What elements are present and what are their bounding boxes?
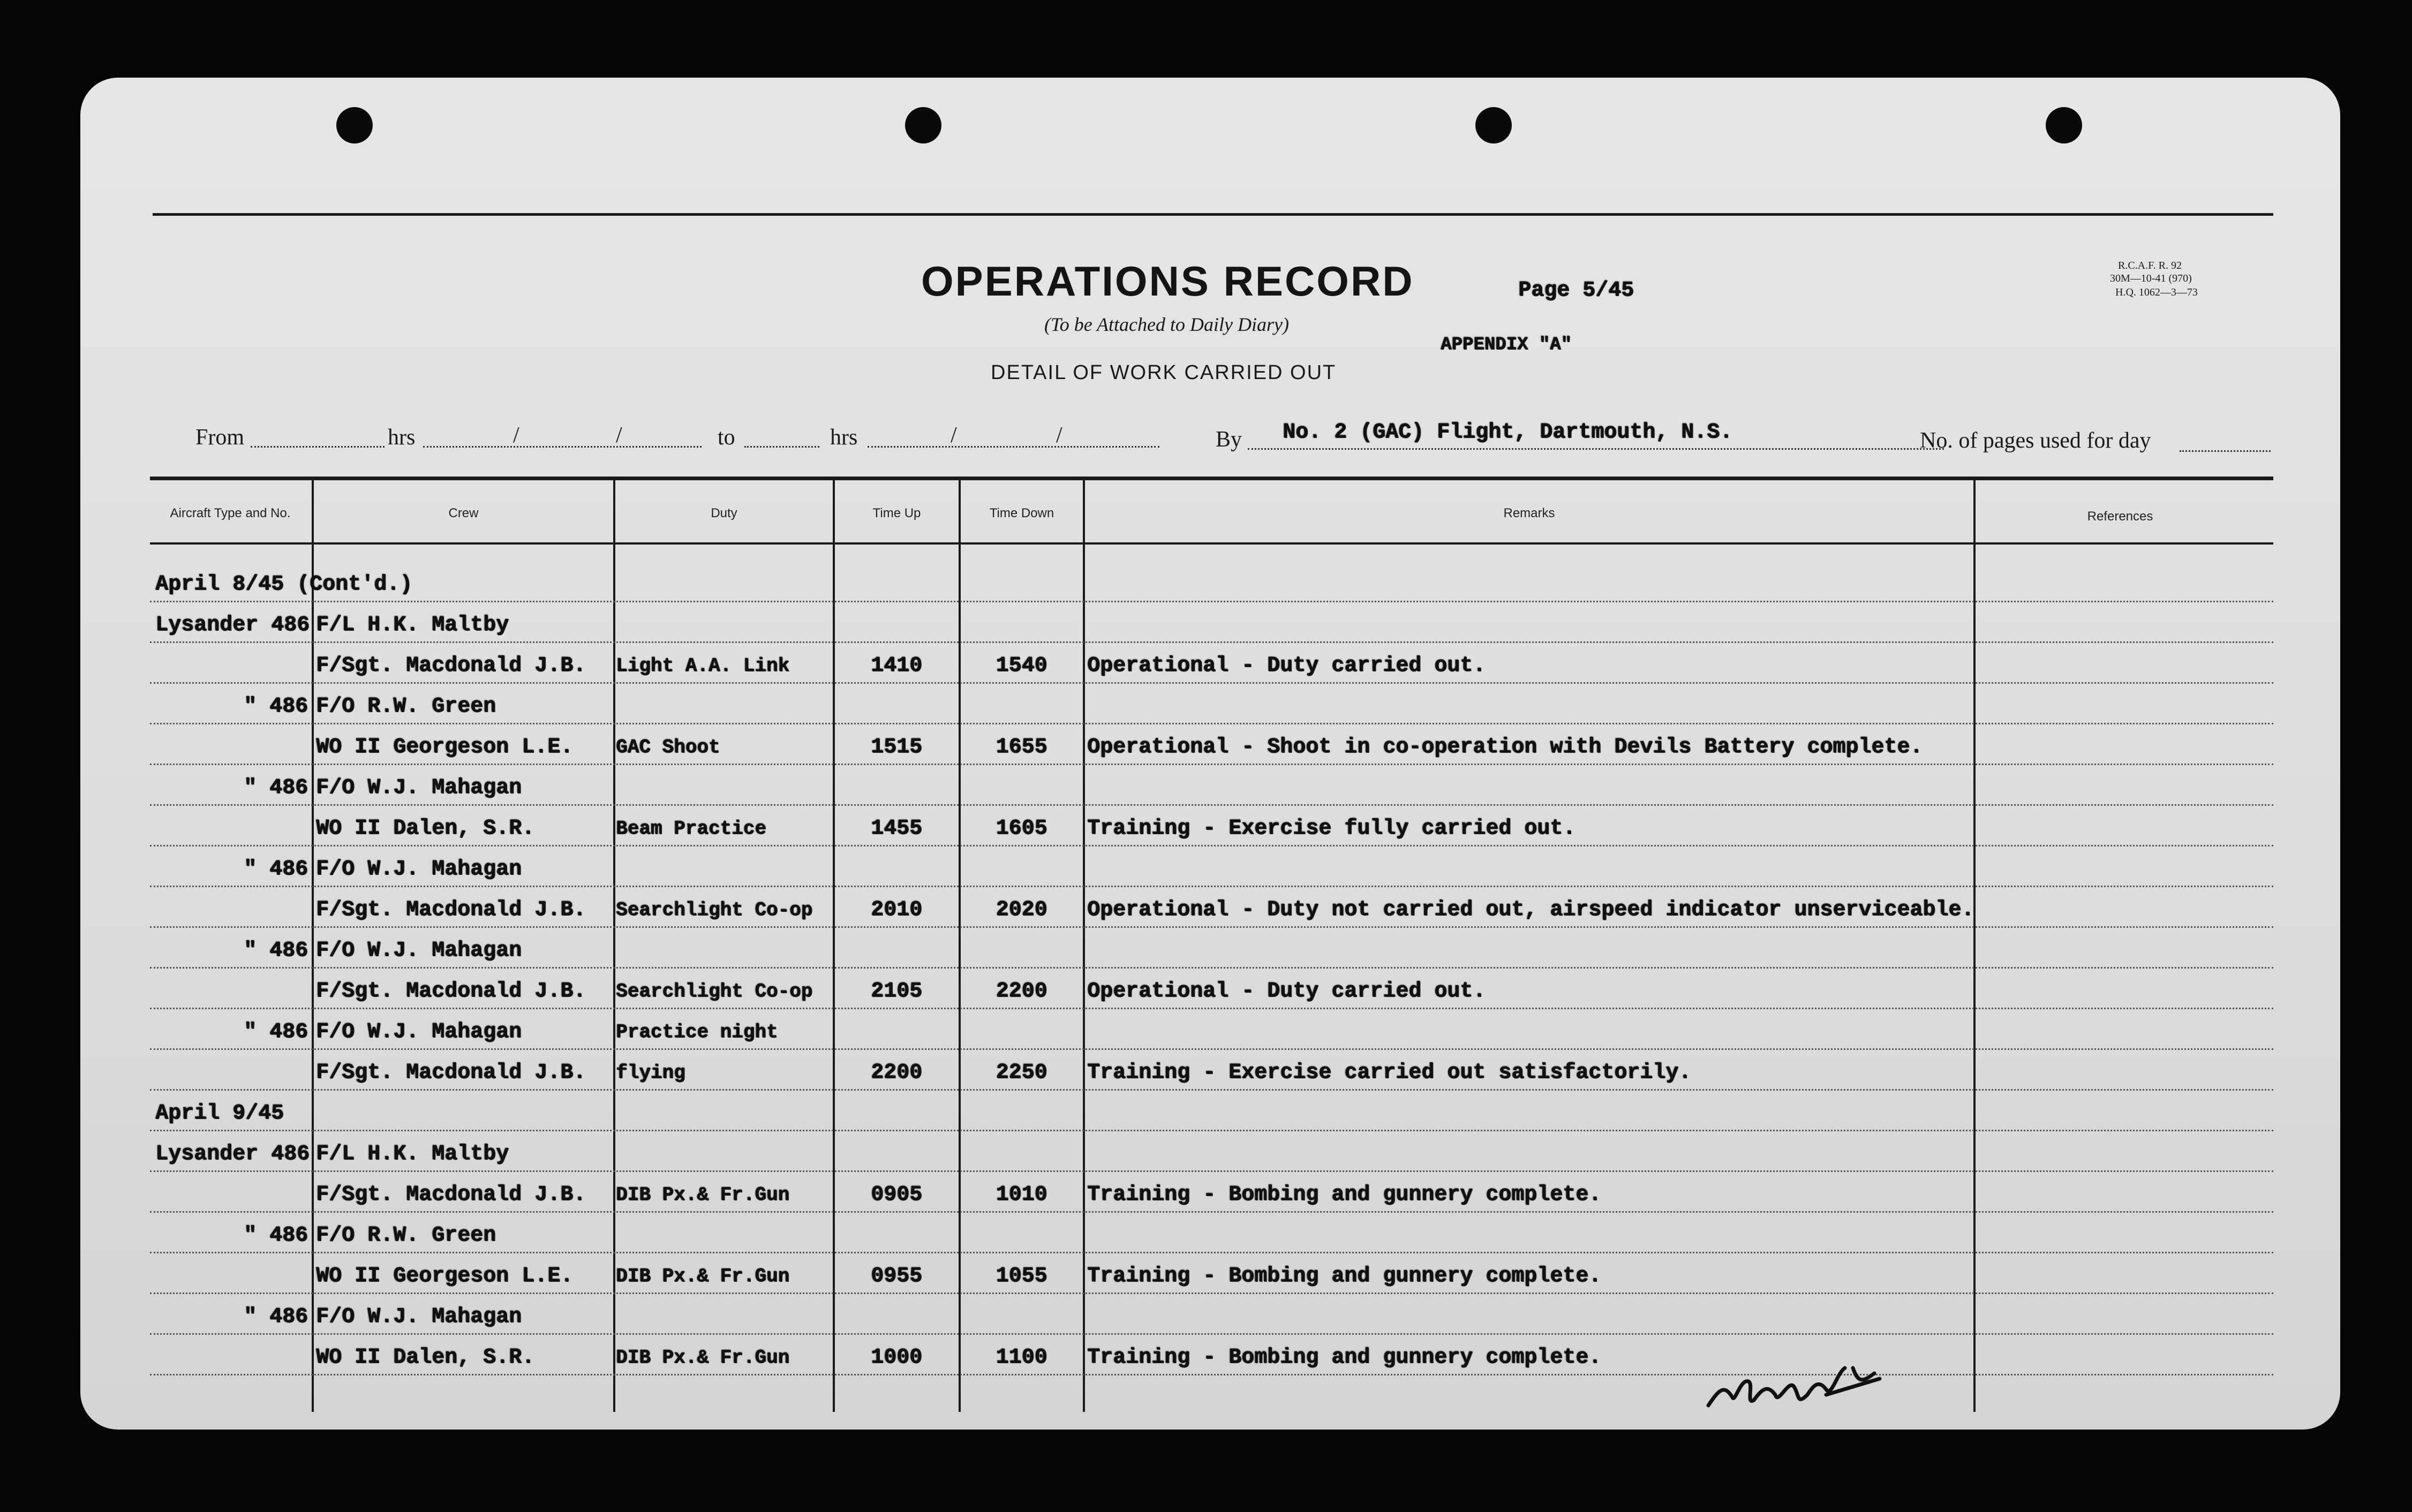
time-up-cell: 2010: [870, 898, 922, 922]
header-crew: Crew: [448, 506, 479, 520]
by-value: No. 2 (GAC) Flight, Dartmouth, N.S.: [1283, 420, 1733, 444]
appendix-label: APPENDIX "A": [1441, 335, 1572, 355]
aircraft-cell: " 486: [243, 1305, 308, 1329]
header-remarks: Remarks: [1503, 506, 1555, 520]
duty-cell: Searchlight Co-op: [616, 899, 813, 921]
aircraft-cell: Lysander 486: [155, 613, 310, 637]
remarks-cell: Training - Bombing and gunnery complete.: [1087, 1345, 1602, 1370]
binder-hole: [905, 107, 941, 143]
crew-cell: WO II Dalen, S.R.: [316, 1345, 535, 1370]
row-rule: [150, 1333, 2273, 1335]
row-rule: [150, 845, 2273, 846]
header-time-up: Time Up: [872, 506, 921, 520]
table-top-rule: [150, 477, 2273, 480]
crew-cell: F/O W.J. Mahagan: [316, 1305, 522, 1329]
duty-cell: Practice night: [616, 1021, 778, 1043]
time-up-cell: 1000: [870, 1345, 922, 1370]
crew-cell: WO II Dalen, S.R.: [316, 817, 535, 841]
remarks-cell: Training - Bombing and gunnery complete.: [1087, 1264, 1602, 1288]
crew-cell: WO II Georgeson L.E.: [316, 735, 574, 759]
duty-cell: Light A.A. Link: [616, 655, 790, 677]
hrs-label-2: hrs: [830, 425, 858, 450]
from-date-leader: [423, 446, 702, 448]
to-leader: [744, 446, 819, 448]
time-down-cell: 2020: [996, 898, 1047, 922]
slash-4: /: [1056, 423, 1062, 448]
form-subtitle: (To be Attached to Daily Diary): [1044, 314, 1289, 335]
binder-hole: [336, 107, 373, 143]
time-up-cell: 0905: [870, 1183, 922, 1207]
time-down-cell: 1605: [996, 817, 1047, 841]
row-rule: [150, 1170, 2273, 1172]
form-code-2: 30M—10-41 (970): [2110, 273, 2192, 284]
duty-cell: GAC Shoot: [616, 736, 720, 758]
remarks-cell: Operational - Shoot in co-operation with Devils Battery complete.: [1087, 735, 1923, 759]
col-divider: [1083, 480, 1085, 1412]
aircraft-cell: " 486: [243, 1223, 308, 1248]
row-rule: [150, 601, 2273, 602]
aircraft-cell: April 8/45 (Cont'd.): [155, 572, 413, 596]
crew-cell: F/Sgt. Macdonald J.B.: [316, 1061, 586, 1085]
row-rule: [150, 723, 2273, 724]
duty-cell: Searchlight Co-op: [616, 980, 813, 1002]
slash-2: /: [616, 423, 622, 448]
by-label: By: [1216, 427, 1242, 452]
col-divider: [312, 480, 314, 1412]
aircraft-cell: " 486: [243, 939, 308, 963]
from-label: From: [195, 425, 245, 450]
crew-cell: F/O R.W. Green: [316, 694, 496, 719]
crew-cell: F/L H.K. Maltby: [316, 1142, 509, 1166]
crew-cell: F/O W.J. Mahagan: [316, 939, 522, 963]
time-up-cell: 1455: [870, 817, 922, 841]
slash-3: /: [951, 423, 957, 448]
crew-cell: F/O W.J. Mahagan: [316, 1020, 522, 1044]
duty-cell: flying: [616, 1062, 685, 1084]
crew-cell: F/O R.W. Green: [316, 1223, 496, 1248]
row-rule: [150, 1008, 2273, 1009]
time-down-cell: 1540: [996, 654, 1047, 678]
record-card: [80, 78, 2340, 1430]
handwritten-initials: [1703, 1357, 1896, 1422]
crew-cell: F/O W.J. Mahagan: [316, 857, 522, 881]
row-rule: [150, 682, 2273, 684]
detail-heading: DETAIL OF WORK CARRIED OUT: [991, 361, 1337, 384]
crew-cell: F/Sgt. Macdonald J.B.: [316, 898, 586, 922]
by-leader: [1248, 448, 1944, 450]
time-up-cell: 2200: [870, 1061, 922, 1085]
remarks-cell: Training - Exercise fully carried out.: [1087, 817, 1576, 841]
aircraft-cell: April 9/45: [155, 1101, 284, 1125]
col-divider: [959, 480, 961, 1412]
row-rule: [150, 1374, 2273, 1375]
row-rule: [150, 1292, 2273, 1294]
time-up-cell: 2105: [870, 979, 922, 1003]
row-rule: [150, 1211, 2273, 1213]
top-rule: [153, 213, 2273, 216]
row-rule: [150, 1048, 2273, 1050]
time-up-cell: 1515: [870, 735, 922, 759]
page-number: Page 5/45: [1518, 278, 1634, 303]
remarks-cell: Operational - Duty carried out.: [1087, 979, 1486, 1003]
row-rule: [150, 1252, 2273, 1253]
remarks-cell: Operational - Duty carried out.: [1087, 654, 1486, 678]
time-down-cell: 1655: [996, 735, 1047, 759]
row-rule: [150, 926, 2273, 928]
binder-hole: [2046, 107, 2082, 143]
aircraft-cell: " 486: [243, 857, 308, 881]
time-down-cell: 2250: [996, 1061, 1047, 1085]
crew-cell: F/O W.J. Mahagan: [316, 776, 522, 800]
form-title: OPERATIONS RECORD: [921, 258, 1414, 305]
crew-cell: F/L H.K. Maltby: [316, 613, 509, 637]
crew-cell: F/Sgt. Macdonald J.B.: [316, 1183, 586, 1207]
remarks-cell: Training - Bombing and gunnery complete.: [1087, 1183, 1602, 1207]
row-rule: [150, 1130, 2273, 1131]
duty-cell: Beam Practice: [616, 818, 766, 840]
aircraft-cell: " 486: [243, 694, 308, 719]
crew-cell: F/Sgt. Macdonald J.B.: [316, 654, 586, 678]
time-up-cell: 0955: [870, 1264, 922, 1288]
hrs-label: hrs: [388, 425, 416, 450]
form-code-1: R.C.A.F. R. 92: [2118, 260, 2182, 271]
header-duty: Duty: [711, 506, 737, 520]
duty-cell: DIB Px.& Fr.Gun: [616, 1347, 790, 1369]
aircraft-cell: " 486: [243, 776, 308, 800]
form-code-3: H.Q. 1062—3—73: [2115, 286, 2198, 298]
duty-cell: DIB Px.& Fr.Gun: [616, 1184, 790, 1206]
to-date-leader: [868, 446, 1159, 448]
remarks-cell: Operational - Duty not carried out, airspeed indicator unserviceable.: [1087, 898, 1974, 922]
row-rule: [150, 763, 2273, 765]
time-down-cell: 1100: [996, 1345, 1047, 1370]
duty-cell: DIB Px.& Fr.Gun: [616, 1265, 790, 1287]
remarks-cell: Training - Exercise carried out satisfactorily.: [1087, 1061, 1692, 1085]
to-label: to: [718, 425, 735, 450]
pages-label: No. of pages used for day: [1920, 428, 2151, 453]
row-rule: [150, 804, 2273, 806]
pages-leader: [2180, 450, 2271, 452]
time-down-cell: 1055: [996, 1264, 1047, 1288]
binder-hole: [1475, 107, 1512, 143]
row-rule: [150, 1089, 2273, 1091]
aircraft-cell: Lysander 486: [155, 1142, 310, 1166]
aircraft-cell: " 486: [243, 1020, 308, 1044]
row-rule: [150, 967, 2273, 969]
row-rule: [150, 886, 2273, 887]
header-time-down: Time Down: [989, 506, 1054, 520]
slash-1: /: [513, 423, 519, 448]
crew-cell: F/Sgt. Macdonald J.B.: [316, 979, 586, 1003]
time-down-cell: 2200: [996, 979, 1047, 1003]
from-leader: [251, 446, 385, 448]
table-header-rule: [150, 542, 2273, 545]
header-references: References: [2087, 509, 2153, 524]
time-up-cell: 1410: [870, 654, 922, 678]
time-down-cell: 1010: [996, 1183, 1047, 1207]
crew-cell: WO II Georgeson L.E.: [316, 1264, 574, 1288]
header-aircraft: Aircraft Type and No.: [170, 506, 291, 520]
row-rule: [150, 641, 2273, 643]
